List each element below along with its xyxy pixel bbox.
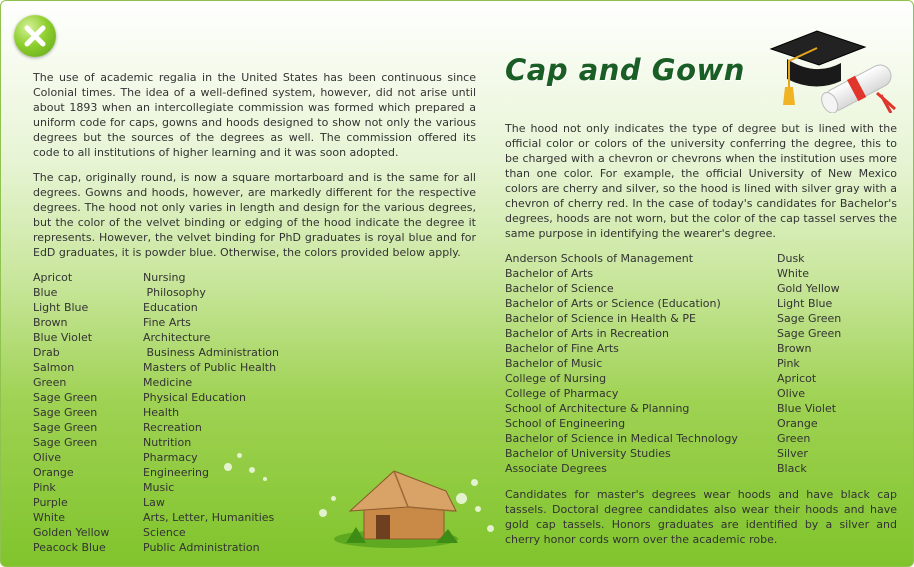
list-item [505,266,897,281]
school-name: School of Engineering [505,417,626,430]
school-name: Anderson Schools of Management [505,252,694,265]
list-item [505,371,897,386]
degree-field: Nutrition [143,436,192,449]
hood-color-name: Brown [33,316,68,329]
school-name: Bachelor of Arts or Science (Education) [505,297,721,310]
list-item [33,435,476,450]
school-name: Bachelor of Science in Health & PE [505,312,696,325]
degree-field: Business Administration [143,346,279,359]
list-item [33,300,476,315]
hood-color-name: Light Blue [33,301,89,314]
list-item [33,405,476,420]
list-item [33,390,476,405]
degree-field: Recreation [143,421,202,434]
hood-color-name: Peacock Blue [33,541,106,554]
list-item [505,461,897,476]
right-column [505,121,897,547]
hood-intro-paragraph: The hood not only indicates the type of degree but is lined with the official color or colors of the university conferring the degree, this to be charged with a chevron or chevrons when the institution uses more than one color. For example, the official University of New Mexico colors are cherry and silver, so the hood is lined with silver gray with a chevron of cherry red. In the case of today's candidates for Bachelor's degrees, hoods are not worn, but the color of the cap tassel serves the same purpose in identifying the wearer's degree. [505,122,897,240]
hood-color-name: Salmon [33,361,75,374]
hood-color-name: Purple [33,496,68,509]
tassel-color: Pink [777,357,800,370]
degree-field: Fine Arts [143,316,191,329]
list-item [33,345,476,360]
degree-field: Nursing [143,271,186,284]
hood-color-name: Blue [33,286,58,299]
list-item [33,375,476,390]
bubble-decoration [331,496,336,501]
degree-field: Masters of Public Health [143,361,277,374]
degree-field: Philosophy [143,286,206,299]
degree-field: Music [143,481,175,494]
list-item [33,285,476,300]
degree-field: Law [143,496,165,509]
hood-color-name: Pink [33,481,56,494]
degree-field: Education [143,301,198,314]
hood-color-name: Sage Green [33,391,98,404]
bubble-decoration [263,477,267,481]
degree-field: Engineering [143,466,209,479]
degree-field: Physical Education [143,391,247,404]
hood-color-name: Sage Green [33,421,98,434]
list-item [505,311,897,326]
school-name: School of Architecture & Planning [505,402,690,415]
school-name: Associate Degrees [505,462,607,475]
tassel-color: Dusk [777,252,805,265]
graduation-cap-diploma-icon [769,23,899,113]
list-item [505,431,897,446]
tassel-color: Silver [777,447,808,460]
list-item [505,341,897,356]
tassel-color-list [505,251,897,476]
hood-color-name: Apricot [33,271,73,284]
hood-color-name: Sage Green [33,406,98,419]
school-name: Bachelor of University Studies [505,447,671,460]
tassel-color: White [777,267,809,280]
close-icon [14,15,56,57]
tassel-color: Apricot [777,372,817,385]
school-name: Bachelor of Science [505,282,614,295]
list-item [505,356,897,371]
school-name: College of Pharmacy [505,387,619,400]
bubble-decoration [237,453,242,458]
hood-color-name: Orange [33,466,74,479]
list-item [505,386,897,401]
tassel-color: Green [777,432,811,445]
list-item [33,420,476,435]
bubble-decoration [249,467,255,473]
bubble-decoration [224,463,232,471]
tassel-color: Light Blue [777,297,833,310]
degree-field: Pharmacy [143,451,198,464]
school-name: Bachelor of Fine Arts [505,342,619,355]
close-button[interactable] [14,15,56,57]
bubble-decoration [471,479,478,486]
school-name: Bachelor of Music [505,357,603,370]
closing-paragraph: Candidates for master's degrees wear hoods and have black cap tassels. Doctoral degree candidates also wear their hoods and have gold cap tassels. Honors graduates are identified by a silver and cherry honor cords worn over the academic robe. [505,488,897,546]
degree-field: Science [143,526,186,539]
tassel-color: Brown [777,342,812,355]
degree-field: Arts, Letter, Humanities [143,511,275,524]
school-name: Bachelor of Arts in Recreation [505,327,669,340]
school-name: Bachelor of Arts [505,267,594,280]
bubble-decoration [319,509,327,517]
list-item [505,251,897,266]
tassel-color: Blue Violet [777,402,837,415]
list-item [33,360,476,375]
hut-illustration [306,461,476,551]
list-item [33,315,476,330]
school-name: Bachelor of Science in Medical Technology [505,432,738,445]
tassel-color: Black [777,462,807,475]
tassel-color: Sage Green [777,327,842,340]
bubble-decoration [456,493,467,504]
degree-field: Medicine [143,376,193,389]
list-item [505,281,897,296]
tassel-color: Olive [777,387,806,400]
page-title: Cap and Gown [505,53,745,87]
bubble-decoration [487,525,494,532]
degree-field: Health [143,406,180,419]
degree-field: Public Administration [143,541,260,554]
list-item [505,416,897,431]
list-item [33,270,476,285]
hood-color-name: Drab [33,346,60,359]
list-item [505,296,897,311]
hood-color-name: Blue Violet [33,331,93,344]
tassel-color: Sage Green [777,312,842,325]
history-paragraph: The use of academic regalia in the United States has been continuous since Colonial times. The idea of a well-defined system, however, did not arise until about 1893 when an intercollegiate commission was formed which prepared a uniform code for caps, gowns and hoods designed to show not only the various degrees but the sources of the degrees as well. The commission offered its code to all institutions of higher learning and it was soon adopted. [33,71,476,159]
tassel-color: Gold Yellow [777,282,840,295]
hood-color-name: Green [33,376,67,389]
tassel-color: Orange [777,417,818,430]
list-item [505,326,897,341]
bubble-decoration [475,506,481,512]
hood-color-name: Golden Yellow [33,526,110,539]
hood-color-name: White [33,511,65,524]
school-name: College of Nursing [505,372,607,385]
hood-color-name: Sage Green [33,436,98,449]
hood-color-name: Olive [33,451,62,464]
cap-description-paragraph: The cap, originally round, is now a square mortarboard and is the same for all degrees. Gowns and hoods, however, are markedly different for the respective degrees. The hood not only varies in length and design for the various degrees, but the color of the velvet binding or edging of the hood indicate the degree it represents. However, the velvet binding for PhD graduates is royal blue and for EdD graduates, it is powder blue. Otherwise, the colors provided below apply. [33,171,476,259]
degree-field: Architecture [143,331,211,344]
list-item [505,401,897,416]
list-item [33,330,476,345]
list-item [505,446,897,461]
